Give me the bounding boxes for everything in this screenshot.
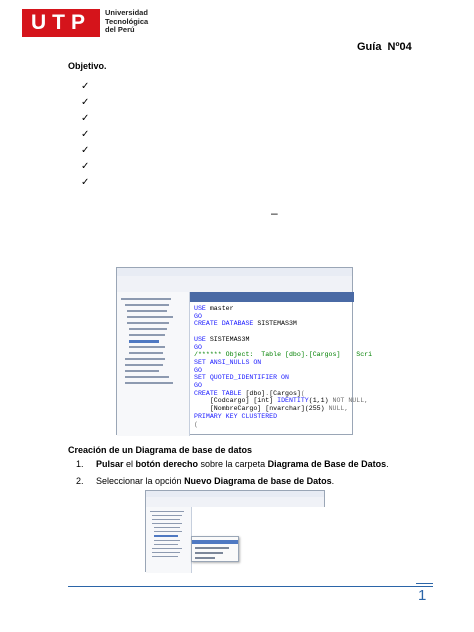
footer-rule — [68, 586, 433, 587]
code-line: PRIMARY KEY CLUSTERED — [194, 412, 278, 420]
code-line: USE SISTEMAS3M — [194, 335, 250, 343]
step-text: Diagrama de Base de Datos — [267, 459, 387, 469]
checkmark-icon: ✓ — [81, 177, 90, 188]
code-line: /****** Object: Table [dbo].[Cargos] Scri — [194, 351, 373, 359]
object-explorer — [146, 507, 192, 573]
step-2 — [76, 476, 334, 486]
sql-code — [194, 305, 372, 428]
code-line: GO — [194, 366, 202, 374]
context-menu-screenshot — [145, 490, 325, 572]
university-name — [105, 9, 148, 35]
step-text: el — [123, 459, 136, 469]
code-line: USE master — [194, 305, 234, 312]
checkmark-icon: ✓ — [81, 129, 90, 140]
code-line: GO — [194, 343, 202, 351]
menu-item — [195, 557, 215, 559]
section-heading: Creación de un Diagrama de base de datos — [68, 445, 253, 455]
menu-item-new-diagram — [192, 540, 238, 544]
window-titlebar — [117, 268, 352, 276]
step-number: 1. — [76, 459, 84, 469]
object-explorer — [117, 292, 190, 436]
code-line: CREATE DATABASE SISTEMAS3M — [194, 320, 297, 328]
step-text: sobre la carpeta — [198, 459, 268, 469]
context-menu — [191, 536, 239, 562]
checkmark-icon: ✓ — [81, 161, 90, 172]
step-1 — [76, 459, 389, 469]
menu-item — [195, 552, 223, 554]
code-line: CREATE TABLE [dbo].[Cargos]( — [194, 389, 305, 397]
code-line: [Codcargo] [int] IDENTITY(1,1) NOT NULL, — [194, 397, 369, 405]
guide-title: Guía Nº04 — [357, 41, 412, 53]
university-line: Universidad — [105, 8, 148, 17]
menu-item — [195, 547, 229, 549]
step-text: Pulsar — [96, 459, 124, 469]
code-line: GO — [194, 382, 202, 390]
dash-mark: – — [271, 206, 278, 220]
university-line: Tecnológica — [105, 16, 149, 26]
ssms-query-screenshot — [116, 267, 373, 435]
code-line: [NombreCargo] [nvarchar](255) NULL, — [194, 405, 349, 413]
step-text: . — [331, 476, 335, 486]
code-line: SET QUOTED_IDENTIFIER ON — [194, 374, 289, 382]
step-text: botón derecho — [135, 459, 199, 469]
step-number: 2. — [76, 476, 84, 486]
university-line: del Perú — [105, 25, 135, 34]
footer-rule-short — [416, 583, 433, 584]
checkmark-icon: ✓ — [81, 81, 90, 92]
step-text: Seleccionar la opción — [96, 476, 185, 486]
checkmark-icon: ✓ — [81, 113, 90, 124]
code-line: SET ANSI_NULLS ON — [194, 358, 262, 366]
utp-logo — [22, 9, 100, 37]
page-number: 1 — [418, 587, 427, 604]
checkmark-icon: ✓ — [81, 145, 90, 156]
step-text: . — [386, 459, 389, 469]
objective-heading: Objetivo. — [68, 61, 107, 71]
query-tab-bar — [190, 292, 354, 302]
logo-text: UTP — [31, 11, 91, 34]
checkmark-icon: ✓ — [81, 97, 90, 108]
window-toolbar — [117, 276, 352, 293]
code-line — [194, 328, 372, 336]
step-text: Nuevo Diagrama de base de Datos — [184, 476, 332, 486]
code-line: ( — [194, 420, 198, 428]
code-line: GO — [194, 312, 202, 320]
